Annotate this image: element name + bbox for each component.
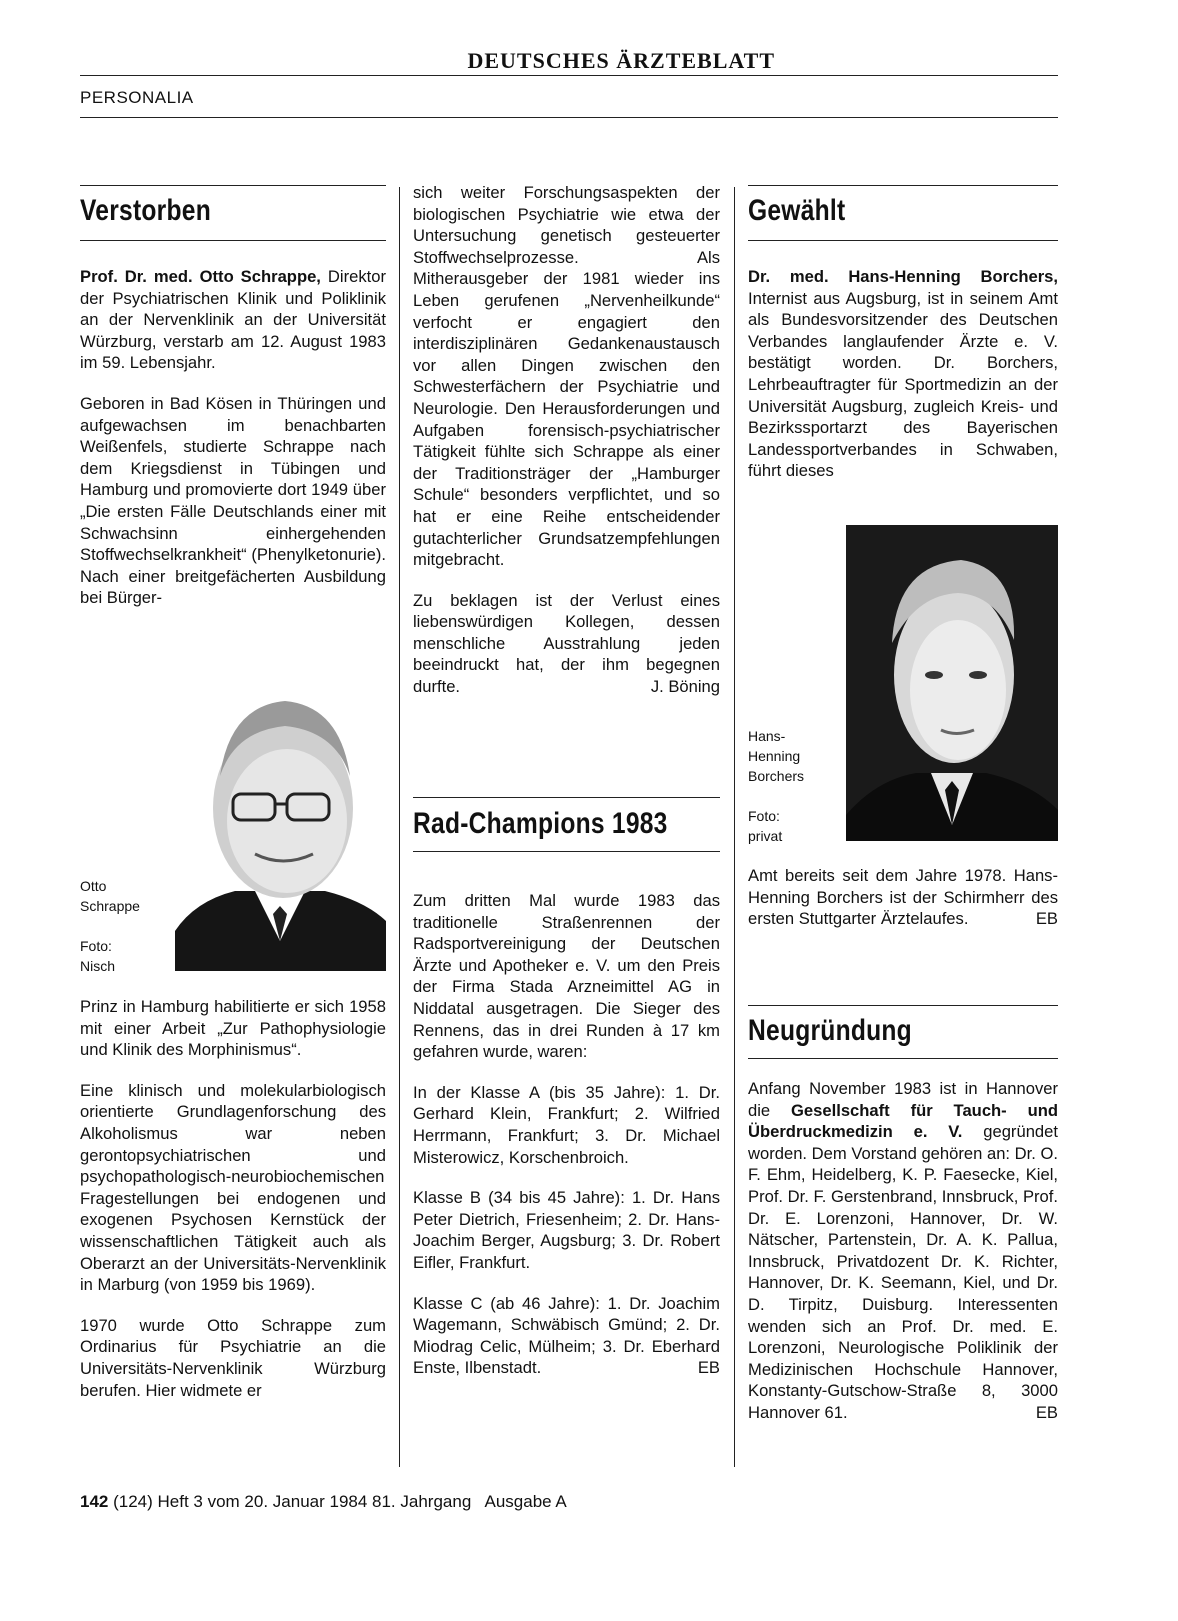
headline-gewaehlt: Gewählt <box>748 194 846 227</box>
headline-rule-top <box>80 185 386 186</box>
author-signature: EB <box>1035 1402 1058 1422</box>
masthead-rule <box>80 75 1058 76</box>
article-verstorben-part2 <box>80 996 386 1420</box>
paragraph: Prinz in Hamburg habilitierte er sich 1958 mit einer Arbeit „Zur Pathophysiologie und Klinik des Morphinismus“. <box>80 997 386 1060</box>
author-signature: EB <box>1035 909 1058 929</box>
headline-rule-top <box>748 185 1058 186</box>
headline-rule-top <box>748 1005 1058 1006</box>
section-rule <box>80 117 1058 118</box>
article-gewaehlt-part1 <box>748 266 1058 501</box>
author-signature: J. Böning <box>650 677 720 697</box>
article-neugruendung <box>748 1078 1058 1443</box>
paragraph: Klasse B (34 bis 45 Jahre): 1. Dr. Hans Peter Dietrich, Friesenheim; 2. Dr. Hans-Joachim Berger, Augsburg; 3. Dr. Robert Eifler, Frankfurt. <box>413 1188 720 1272</box>
paragraph: Anfang November 1983 ist in Hannover die Gesellschaft für Tauch- und Überdruckmedizin e. V. gegründet worden. Dem Vorstand gehören an: Dr. O. F. Ehm, Heidelberg, K. P. Faesecke, Kiel, Prof. Dr. F. Gerstenbrand, Innsbruck, Prof. Dr. E. Lorenzoni, Hannover, Dr. W. Nätscher, Partenstein, Dr. A. K. Pallua, Innsbruck, Privatdozent Dr. K. Richter, Hannover, Dr. K. Seemann, Kiel, und Dr. D. Tirpitz, Duisburg. Interessenten wenden sich an Prof. Dr. med. E. Lorenzoni, Neurologische Poliklinik der Medizinischen Hochschule Hannover, Konstanty-Gutschow-Straße 8, 3000 Hannover 61. EB <box>748 1079 1058 1422</box>
paragraph: sich weiter Forschungsaspekten der biologischen Psychiatrie wie etwa der Untersuchung genetisch gesteuerter Stoffwechselprozesse. Als Mitherausgeber der 1981 wieder ins Leben gerufenen „Nervenheilkunde“ verfocht er engagiert den interdisziplinären Gedankenaustausch vor allen Dingen zwischen den Schwesterfächern der Psychiatrie und Neurologie. Den Herausforderungen und Aufgaben forensisch-psychiatrischer Tätigkeit fühlte sich Schrappe als einer der Traditionsträger der „Hamburger Schule“ besonders verpflichtet, und so hat er eine Reihe entscheidender gutachterlicher Grundsatzempfehlungen mitgebracht. <box>413 183 720 570</box>
masthead: DEUTSCHES ÄRZTEBLATT <box>467 48 775 73</box>
issue-info: (124) Heft 3 vom 20. Januar 1984 81. Jahrgang Ausgabe A <box>108 1492 567 1511</box>
article-verstorben-continued <box>413 182 720 717</box>
photo-caption-schrappe: Otto Schrappe Foto: Nisch <box>80 878 140 974</box>
section-label: PERSONALIA <box>80 88 194 107</box>
headline-rule-top <box>413 797 720 798</box>
paragraph: Dr. med. Hans-Henning Borchers, Internist aus Augsburg, ist in seinem Amt als Bundesvorsitzender des Deutschen Verbandes langlaufender Ärzte e. V. bestätigt worden. Dr. Borchers, Lehrbeauftragter für Sportmedizin an der Universität Augsburg, zugleich Kreis- und Bezirkssportarzt des Bayerischen Landessportverbandes in Schwaben, führt dieses <box>748 267 1058 481</box>
headline-verstorben: Verstorben <box>80 194 211 227</box>
paragraph: Geboren in Bad Kösen in Thüringen und aufgewachsen im benachbarten Weißenfels, studierte Schrappe nach dem Kriegsdienst in Tübingen und Hamburg und promovierte dort 1949 über „Die ersten Fälle Deutschlands einer mit Schwachsinn einhergehenden Stoffwechselkrankheit“ (Phenylketonurie). Nach einer breitgefächerten Ausbildung bei Bürger- <box>80 393 386 608</box>
column-divider-1 <box>399 187 400 1467</box>
article-rad-champions <box>413 890 720 1398</box>
photo-caption-borchers: Hans- Henning Borchers Foto: privat <box>748 728 805 844</box>
portrait-hans-henning-borchers <box>846 525 1058 841</box>
page-footer <box>80 1492 567 1512</box>
paragraph: Prof. Dr. med. Otto Schrappe, Direktor der Psychiatrischen Klinik und Poliklinik an der Nervenklinik an der Universität Würzburg, verstarb am 12. August 1983 im 59. Lebensjahr. <box>80 267 386 373</box>
portrait-otto-schrappe <box>175 676 386 971</box>
article-gewaehlt-part2 <box>748 865 1058 949</box>
page-number: 142 <box>80 1492 109 1511</box>
paragraph: Zu beklagen ist der Verlust eines liebenswürdigen Kollegen, dessen menschliche Ausstrahlung jeden beeindruckt hat, der ihm begegnen durfte. J. Böning <box>413 590 720 697</box>
paragraph: Zum dritten Mal wurde 1983 das traditionelle Straßenrennen der Radsportvereinigung der Deutschen Ärzte und Apotheker e. V. um den Preis der Firma Stada Arzneimittel AG in Niddatal ausgetragen. Die Sieger des Rennens, das in drei Runden à 17 km gefahren wurde, waren: <box>413 891 720 1062</box>
headline-rule-bottom <box>413 851 720 852</box>
paragraph: Klasse C (ab 46 Jahre): 1. Dr. Joachim Wagemann, Schwäbisch Gmünd; 2. Dr. Miodrag Celic, Mülheim; 3. Dr. Eberhard Enste, Ilbenstadt. EB <box>413 1293 720 1378</box>
headline-neugruendung: Neugründung <box>748 1014 912 1047</box>
author-signature: EB <box>697 1358 720 1378</box>
paragraph: In der Klasse A (bis 35 Jahre): 1. Dr. Gerhard Klein, Frankfurt; 2. Wilfried Herrmann, Frankfurt; 3. Dr. Michael Misterowicz, Korschenbroich. <box>413 1082 720 1167</box>
headline-rule-bottom <box>748 1058 1058 1059</box>
paragraph: 1970 wurde Otto Schrappe zum Ordinarius für Psychiatrie an die Universitäts-Nervenklinik Würzburg berufen. Hier widmete er <box>80 1315 386 1400</box>
headline-rule-bottom <box>80 240 386 241</box>
paragraph: Eine klinisch und molekularbiologisch orientierte Grundlagenforschung des Alkoholismus war neben gerontopsychiatrischen und psychopathologisch-neurobiochemischen Fragestellungen bei endogenen und exogenen Psychosen Kernstück der wissenschaftlichen Tätigkeit auch als Oberarzt an der Universitäts-Nervenklinik in Marburg (von 1959 bis 1969). <box>80 1080 386 1295</box>
paragraph: Amt bereits seit dem Jahre 1978. Hans-Henning Borchers ist der Schirmherr des ersten Stuttgarter Ärztelaufes. EB <box>748 866 1058 929</box>
headline-rad-champions: Rad-Champions 1983 <box>413 807 668 840</box>
article-verstorben-part1 <box>80 266 386 628</box>
column-divider-2 <box>734 187 735 1467</box>
headline-rule-bottom <box>748 240 1058 241</box>
